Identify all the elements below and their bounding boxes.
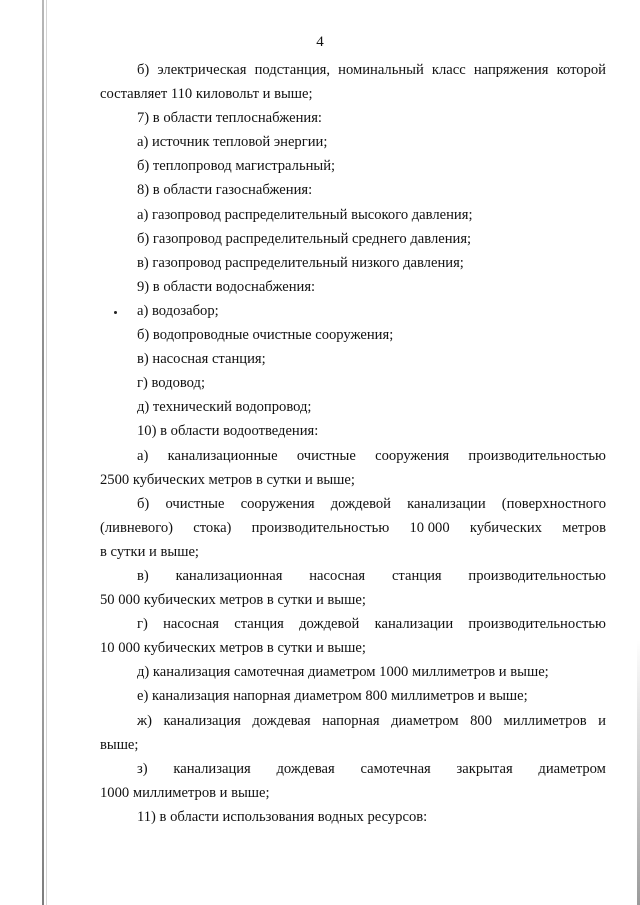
paragraph xyxy=(100,251,606,275)
word: номинальный xyxy=(338,62,424,78)
word: станция xyxy=(234,616,284,633)
word: канализация xyxy=(163,712,241,729)
word: кубических xyxy=(469,519,542,536)
word: канализации xyxy=(407,495,486,512)
word: 10 000 xyxy=(409,519,450,536)
scan-edge-left xyxy=(42,0,44,905)
paragraph-line: д) технический водопровод; xyxy=(137,399,312,416)
paragraph-line: 8) в области газоснабжения: xyxy=(137,182,313,199)
word: закрытая xyxy=(456,760,513,777)
paragraph xyxy=(100,323,606,347)
paragraph xyxy=(100,154,606,178)
word: напорная xyxy=(322,712,380,729)
paragraph xyxy=(100,106,606,130)
word: канализация xyxy=(173,760,251,777)
justified-line xyxy=(100,564,606,588)
word: очистные xyxy=(165,495,225,512)
justified-line xyxy=(100,516,606,540)
paragraph xyxy=(100,395,606,419)
page-number: 4 xyxy=(316,34,324,50)
paragraph-line: составляет 110 киловольт и выше; xyxy=(100,86,313,103)
word: диаметром xyxy=(391,712,459,729)
paragraph xyxy=(100,227,606,251)
justified-line xyxy=(100,58,606,82)
word: производительностью xyxy=(251,519,390,536)
word: в) xyxy=(137,567,149,584)
word: производительностью xyxy=(468,567,606,584)
word: канализационная xyxy=(175,567,283,584)
word: г) xyxy=(137,616,148,633)
word: станция xyxy=(391,567,442,584)
word: б) xyxy=(137,495,150,512)
word: (ливневого) xyxy=(100,519,173,536)
paragraph xyxy=(100,275,606,299)
word: дождевая xyxy=(276,760,335,777)
word: 800 xyxy=(470,712,492,729)
paragraph-line: выше; xyxy=(100,736,139,753)
word: очистные xyxy=(296,447,356,464)
word: з) xyxy=(137,760,148,777)
word: насосная xyxy=(163,616,219,633)
paragraph xyxy=(100,709,606,757)
paragraph xyxy=(100,660,606,684)
justified-line xyxy=(100,709,606,733)
paragraph xyxy=(100,299,606,323)
word: производительностью xyxy=(468,616,606,633)
word: сооружения xyxy=(240,495,315,512)
paragraph-line: в) газопровод распределительный низкого давления; xyxy=(137,254,464,271)
paragraph-line: 2500 кубических метров в сутки и выше; xyxy=(100,471,355,488)
scan-edge-left-inner xyxy=(46,0,47,905)
paragraph-line: а) источник тепловой энергии; xyxy=(137,134,328,151)
word: метров xyxy=(562,519,606,536)
word: а) xyxy=(137,447,149,464)
word: канализации xyxy=(374,616,454,633)
paragraph xyxy=(100,58,606,106)
paragraph-line: б) газопровод распределительный среднего давления; xyxy=(137,230,472,247)
paragraph-line: в) насосная станция; xyxy=(137,351,266,368)
paragraph-line: 7) в области теплоснабжения: xyxy=(137,110,322,127)
paragraph-line: а) газопровод распределительный высокого давления; xyxy=(137,206,473,223)
paragraph-line: д) канализация самотечная диаметром 1000 миллиметров и выше; xyxy=(137,664,549,681)
justified-line xyxy=(100,492,606,516)
paragraph xyxy=(100,684,606,708)
word: и xyxy=(598,712,606,729)
paragraph xyxy=(100,612,606,660)
justified-line xyxy=(100,757,606,781)
word: стока) xyxy=(193,519,232,536)
paragraph-line: 1000 миллиметров и выше; xyxy=(100,784,270,801)
word: (поверхностного xyxy=(501,495,606,512)
word: производительностью xyxy=(468,447,606,464)
word: самотечная xyxy=(360,760,431,777)
paragraph xyxy=(100,492,606,564)
word: канализационные xyxy=(167,447,278,464)
document-body xyxy=(100,58,606,829)
justified-line xyxy=(100,444,606,468)
paragraph-line: 9) в области водоснабжения: xyxy=(137,278,316,295)
paragraph xyxy=(100,757,606,805)
word: б) xyxy=(137,62,150,78)
paragraph-line: 11) в области использования водных ресурсов: xyxy=(137,808,428,825)
word: класс xyxy=(431,62,466,78)
justified-line xyxy=(100,612,606,636)
paragraph xyxy=(100,444,606,492)
word: дождевая xyxy=(252,712,311,729)
paragraph-line: б) теплопровод магистральный; xyxy=(137,158,336,175)
paragraph-line: б) водопроводные очистные сооружения; xyxy=(137,327,394,344)
word: которой xyxy=(556,62,606,78)
word: насосная xyxy=(309,567,366,584)
paragraph-line: 50 000 кубических метров в сутки и выше; xyxy=(100,592,366,609)
paragraph-line: а) водозабор; xyxy=(137,302,219,319)
word: дождевой xyxy=(330,495,391,512)
word: сооружения xyxy=(375,447,450,464)
paragraph-line: е) канализация напорная диаметром 800 миллиметров и выше; xyxy=(137,688,528,705)
word: напряжения xyxy=(473,62,549,78)
word: подстанция, xyxy=(254,62,331,78)
paragraph xyxy=(100,805,606,829)
paragraph xyxy=(100,178,606,202)
paragraph xyxy=(100,347,606,371)
paragraph-line: г) водовод; xyxy=(137,375,206,392)
paragraph xyxy=(100,203,606,227)
paragraph-line: 10 000 кубических метров в сутки и выше; xyxy=(100,640,366,657)
word: дождевой xyxy=(299,616,360,633)
word: миллиметров xyxy=(503,712,587,729)
paragraph-line: 10) в области водоотведения: xyxy=(137,423,319,440)
paragraph xyxy=(100,419,606,443)
word: диаметром xyxy=(538,760,606,777)
paragraph-line: в сутки и выше; xyxy=(100,543,199,560)
word: ж) xyxy=(137,712,152,729)
paragraph xyxy=(100,371,606,395)
word: электрическая xyxy=(157,62,247,78)
paragraph xyxy=(100,130,606,154)
paragraph xyxy=(100,564,606,612)
